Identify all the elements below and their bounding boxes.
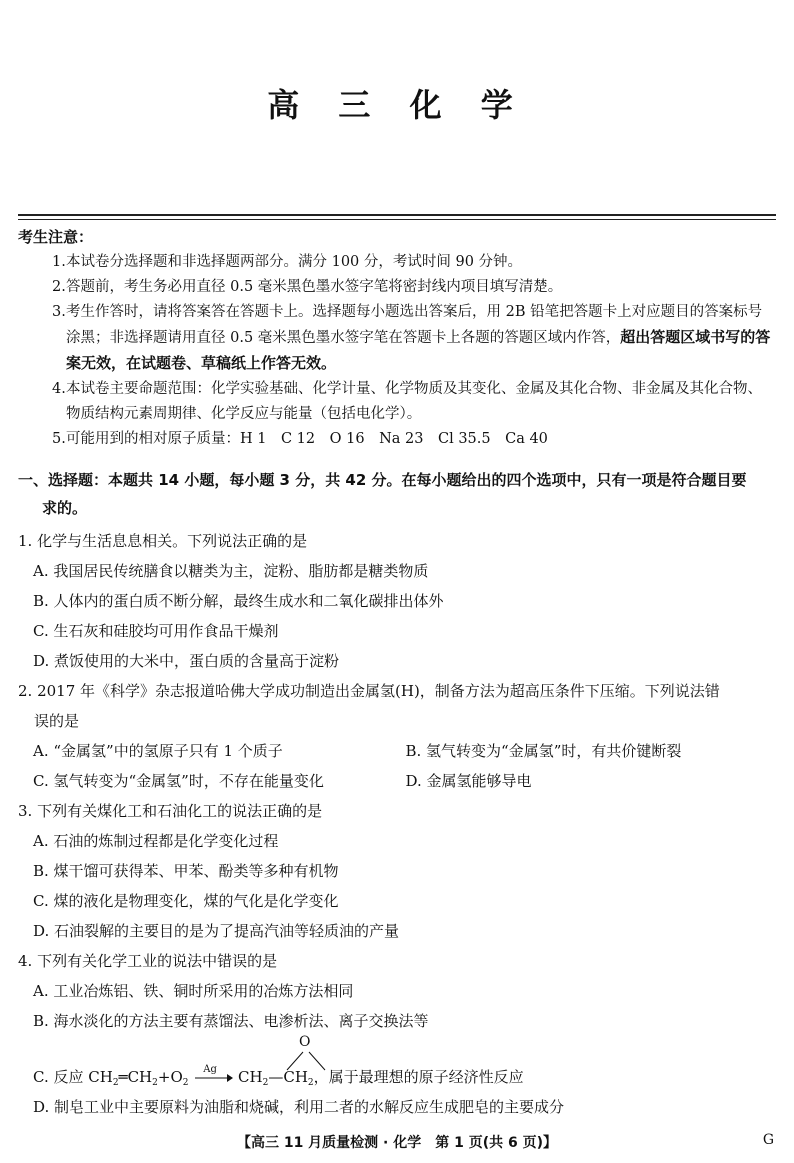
header-rule-thin: [18, 219, 776, 220]
option-a: A. 我国居民传统膳食以糖类为主，淀粉、脂肪都是糖类物质: [33, 562, 429, 580]
notice-heading: 考生注意：: [18, 228, 94, 246]
catalyst-label: Ag: [203, 1064, 217, 1075]
epoxide-bonds-icon: [276, 1050, 336, 1074]
arrow-icon: [193, 1071, 233, 1085]
question-stem: 4. 下列有关化学工业的说法中错误的是: [18, 952, 278, 970]
option-b: B. 人体内的蛋白质不断分解，最终生成水和二氧化碳排出体外: [33, 592, 444, 610]
question-list: [18, 526, 778, 1122]
option-c: [18, 1036, 778, 1092]
question-1: [18, 526, 778, 676]
notice-item: 3. 考生作答时，请将答案答在答题卡上。选择题每小题选出答案后，用 2B 铅笔把答题卡上对应题目的答案标号涂黑；非选择题请用直径 0.5 毫米黑色墨水签字笔在答题卡上各题的答题区域内作答，超出答题区域书写的答案无效，在试题卷、草稿纸上作答无效。: [52, 304, 771, 372]
option-row: [18, 736, 778, 766]
notice-item: 1. 本试卷分选择题和非选择题两部分。满分 100 分，考试时间 90 分钟。: [52, 254, 523, 270]
option-b: B. 海水淡化的方法主要有蒸馏法、电渗析法、离子交换法等: [33, 1012, 429, 1030]
page-title: 高 三 化 学: [267, 86, 527, 124]
notice-item: 2. 答题前，考生务必用直径 0.5 毫米黑色墨水签字笔将密封线内项目填写清楚。: [52, 279, 563, 295]
epoxide-oxygen: O: [299, 1034, 311, 1050]
question-2: [18, 676, 778, 796]
notice-list: [52, 250, 776, 452]
footer-code: G: [762, 1132, 774, 1148]
option-d: D. 煮饭使用的大米中，蛋白质的含量高于淀粉: [33, 652, 340, 670]
option-d: D. 制皂工业中主要原料为油脂和烧碱，利用二者的水解反应生成肥皂的主要成分: [33, 1098, 565, 1116]
option-a: A. 石油的炼制过程都是化学变化过程: [33, 832, 279, 850]
option-c: C. 煤的液化是物理变化，煤的气化是化学变化: [33, 892, 339, 910]
option-c: C. 生石灰和硅胶均可用作食品干燥剂: [33, 622, 279, 640]
formula-line: C. 反应 $CH_2═CH_2+O_2$ Ag $CH_2—CH_2$，属于最理想的原子经济性反应: [33, 1062, 524, 1098]
option-a: A. 工业冶炼铝、铁、铜时所采用的冶炼方法相同: [33, 982, 354, 1000]
section-heading: 一、选择题：本题共 14 小题，每小题 3 分，共 42 分。在每小题给出的四个选项中，只有一项是符合题目要 求的。: [18, 471, 747, 517]
option-d: D. 石油裂解的主要目的是为了提高汽油等轻质油的产量: [33, 922, 400, 940]
notice-item: 5. 可能用到的相对原子质量：H 1 C 12 O 16 Na 23 Cl 35.5 Ca 40: [52, 431, 548, 447]
reaction-arrow: [193, 1064, 233, 1085]
option-c: C. 氢气转变为“金属氢”时，不存在能量变化: [33, 772, 324, 790]
option-a: A. “金属氢”中的氢原子只有 1 个质子: [33, 742, 283, 760]
option-row: [18, 766, 778, 796]
option-b: B. 煤干馏可获得苯、甲苯、酚类等多种有机物: [33, 862, 339, 880]
header-rule-thick: [18, 214, 776, 216]
notice-emphasis: 超出答题区域书写的答案无效，在试题卷、草稿纸上作答无效。: [66, 328, 771, 372]
option-b: B. 氢气转变为“金属氢”时，有共价键断裂: [405, 742, 682, 760]
question-stem: 2. 2017 年《科学》杂志报道哈佛大学成功制造出金属氢(H)，制备方法为超高压条件下压缩。下列说法错: [18, 682, 720, 700]
question-stem: 1. 化学与生活息息相关。下列说法正确的是: [18, 532, 308, 550]
question-4: [18, 946, 778, 1122]
page-footer: 【高三 11 月质量检测 · 化学 第 1 页(共 6 页)】: [236, 1135, 558, 1151]
notice-item: 4. 本试卷主要命题范围：化学实验基础、化学计量、化学物质及其变化、金属及其化合物、非金属及其化合物、物质结构元素周期律、化学反应与能量（包括电化学）。: [52, 381, 762, 422]
question-3: [18, 796, 778, 946]
question-stem: 3. 下列有关煤化工和石油化工的说法正确的是: [18, 802, 323, 820]
option-d: D. 金属氢能够导电: [405, 772, 532, 790]
question-stem-cont: 误的是: [34, 712, 80, 730]
